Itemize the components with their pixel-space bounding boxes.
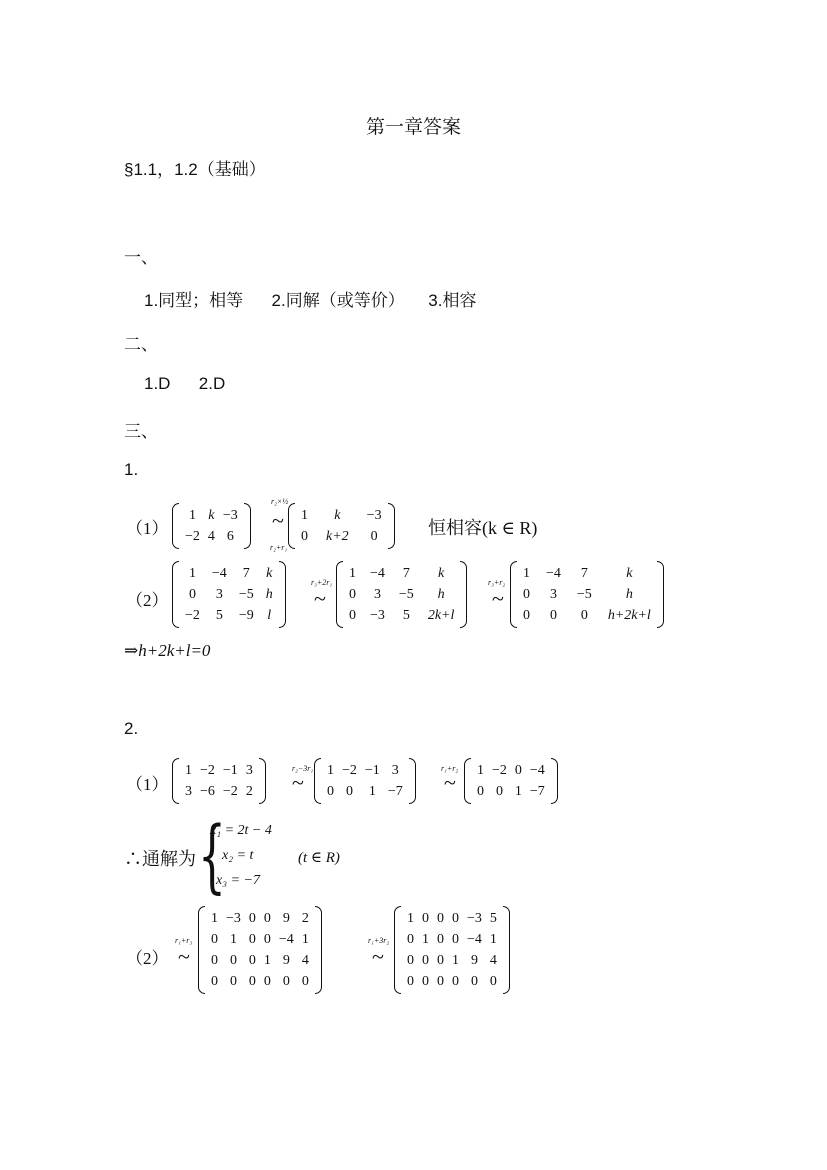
- matrix-cells: [401, 906, 503, 994]
- matrix-entry: k: [437, 566, 445, 581]
- q2-sub2-op2: r₁+3r₂: [368, 936, 390, 945]
- row-equivalence-symbol: ~: [492, 586, 504, 611]
- matrix-entry: −5: [576, 587, 592, 602]
- part1-heading: 一、: [124, 248, 158, 267]
- matrix-entry: 3: [391, 763, 399, 778]
- matrix-entry: 2: [245, 784, 253, 799]
- matrix-entry: h: [437, 587, 445, 602]
- matrix-entry: 0: [301, 974, 309, 989]
- matrix-entry: 1: [452, 953, 459, 968]
- matrix-entry: 0: [345, 784, 353, 799]
- matrix-entry: 0: [477, 784, 484, 799]
- q2-sub2-matrix-b: [394, 906, 510, 994]
- matrix-entry: 6: [226, 529, 234, 544]
- matrix-entry: 0: [263, 911, 271, 926]
- matrix-entry: 1: [188, 566, 196, 581]
- matrix-entry: 1: [368, 784, 376, 799]
- matrix-entry: −5: [398, 587, 414, 602]
- matrix-entry: 0: [211, 974, 218, 989]
- matrix-entry: 0: [549, 608, 557, 623]
- part2-heading: 二、: [124, 335, 158, 354]
- q1-sub2-label: （2）: [126, 591, 169, 610]
- q1-sub2-matrix-a: [172, 561, 286, 628]
- part1-answers: 1.同型；相等 2.同解（或等价） 3.相容: [144, 291, 477, 310]
- matrix-entry: −2: [185, 529, 200, 544]
- matrix-entry: 1: [514, 784, 522, 799]
- q2-param: (t ∈ R): [298, 850, 340, 866]
- matrix-entry: 1: [327, 763, 334, 778]
- matrix-entry: 0: [437, 974, 444, 989]
- matrix-entry: 0: [349, 587, 356, 602]
- q2-sub1-matrix-c: [464, 758, 558, 804]
- q1-sub1-op-bottom: r₂+r₁: [270, 543, 288, 552]
- matrix-entry: 0: [437, 911, 444, 926]
- matrix-entry: 1: [477, 763, 484, 778]
- matrix-entry: 0: [248, 974, 256, 989]
- matrix-entry: 0: [422, 974, 429, 989]
- page-title: 第一章答案: [365, 117, 461, 138]
- matrix-entry: 0: [523, 608, 530, 623]
- matrix-entry: k: [334, 508, 341, 523]
- matrix-entry: −3: [366, 508, 382, 523]
- matrix-entry: 0: [470, 974, 478, 989]
- matrix-entry: −4: [370, 566, 385, 581]
- matrix-entry: 0: [263, 974, 271, 989]
- matrix-entry: 0: [229, 953, 237, 968]
- matrix-entry: 1: [523, 566, 530, 581]
- q2-sub1-matrix-b: [314, 758, 416, 804]
- q1-sub2-op1: r₃+2r₁: [311, 578, 333, 587]
- matrix-entry: −4: [211, 566, 227, 581]
- q2-number: 2.: [124, 719, 139, 738]
- matrix-entry: 0: [211, 953, 218, 968]
- matrix-cells: [517, 561, 657, 628]
- q1-sub2-matrix-b: [336, 561, 467, 628]
- matrix-entry: 0: [211, 932, 218, 947]
- matrix-cells: [471, 758, 551, 804]
- matrix-entry: 3: [245, 763, 253, 778]
- matrix-entry: −2: [185, 608, 200, 623]
- matrix-cells: [179, 561, 279, 628]
- q1-sub2-result: ⇒h+2k+l=0: [124, 641, 211, 660]
- matrix-entry: 0: [437, 932, 444, 947]
- matrix-entry: 9: [470, 953, 478, 968]
- matrix-cells: [321, 758, 409, 804]
- matrix-entry: 0: [437, 953, 444, 968]
- matrix-entry: 0: [452, 911, 459, 926]
- matrix-entry: l: [267, 608, 272, 623]
- matrix-entry: 5: [215, 608, 223, 623]
- matrix-entry: 4: [489, 953, 497, 968]
- matrix-entry: 0: [489, 974, 497, 989]
- matrix-entry: 0: [452, 932, 459, 947]
- matrix-entry: 0: [349, 608, 356, 623]
- matrix-entry: 1: [229, 932, 237, 947]
- matrix-entry: 4: [207, 529, 215, 544]
- matrix-entry: 0: [263, 932, 271, 947]
- q2-sub2-label: （2）: [126, 949, 169, 968]
- q2-eq2: x₂ = t: [222, 848, 254, 863]
- matrix-entry: 0: [188, 587, 196, 602]
- matrix-entry: 5: [489, 911, 497, 926]
- q2-sub1-matrix-a: [172, 758, 266, 804]
- matrix-cells: [179, 758, 259, 804]
- matrix-entry: 0: [422, 911, 429, 926]
- matrix-entry: −2: [492, 763, 507, 778]
- matrix-entry: 1: [349, 566, 356, 581]
- matrix-entry: 1: [407, 911, 414, 926]
- matrix-entry: 0: [282, 974, 290, 989]
- matrix-entry: −5: [238, 587, 254, 602]
- row-equivalence-symbol: ~: [178, 944, 190, 969]
- row-equivalence-symbol: ~: [314, 586, 326, 611]
- q2-solution-prefix: ∴通解为: [124, 849, 196, 869]
- left-brace-icon: {: [198, 809, 226, 902]
- q2-sub1-label: （1）: [126, 775, 169, 794]
- matrix-entry: 0: [248, 953, 256, 968]
- matrix-entry: −2: [200, 763, 215, 778]
- matrix-cells: [295, 503, 388, 549]
- matrix-entry: −4: [278, 932, 294, 947]
- matrix-entry: 0: [407, 953, 414, 968]
- matrix-entry: −2: [342, 763, 357, 778]
- q1-sub1-matrix-b: [288, 503, 395, 549]
- matrix-entry: 2k+l: [427, 608, 455, 623]
- q1-sub1-conclusion: 恒相容(k ∈ R): [428, 518, 538, 538]
- matrix-entry: −6: [200, 784, 215, 799]
- matrix-entry: 3: [185, 784, 192, 799]
- matrix-entry: 7: [402, 566, 410, 581]
- matrix-entry: 1: [422, 932, 429, 947]
- matrix-entry: −1: [222, 763, 238, 778]
- q2-sub2-matrix-a: [198, 906, 322, 994]
- matrix-entry: 1: [301, 508, 308, 523]
- matrix-entry: 0: [301, 529, 308, 544]
- part3-heading: 三、: [124, 422, 158, 441]
- matrix-entry: −9: [238, 608, 254, 623]
- matrix-entry: 0: [229, 974, 237, 989]
- section-heading: §1.1，1.2（基础）: [124, 160, 266, 179]
- matrix-entry: 0: [327, 784, 334, 799]
- q1-sub2-op2: r₃+r₂: [488, 578, 506, 587]
- matrix-entry: k: [266, 566, 273, 581]
- matrix-entry: 0: [495, 784, 503, 799]
- q2-sub1-op2: r₁+r₂: [441, 764, 459, 773]
- matrix-entry: 0: [452, 974, 459, 989]
- matrix-entry: 2: [301, 911, 309, 926]
- matrix-entry: 3: [373, 587, 381, 602]
- matrix-entry: 1: [489, 932, 497, 947]
- matrix-entry: 0: [580, 608, 588, 623]
- matrix-entry: 5: [402, 608, 410, 623]
- matrix-entry: 0: [370, 529, 378, 544]
- matrix-entry: 0: [523, 587, 530, 602]
- matrix-entry: k+2: [326, 529, 349, 544]
- matrix-entry: 9: [282, 911, 290, 926]
- matrix-cells: [205, 906, 315, 994]
- matrix-entry: −1: [364, 763, 380, 778]
- matrix-entry: 7: [242, 566, 250, 581]
- matrix-entry: −3: [467, 911, 482, 926]
- matrix-entry: h: [265, 587, 273, 602]
- matrix-entry: 0: [407, 932, 414, 947]
- q1-sub1-label: （1）: [126, 519, 169, 538]
- q1-number: 1.: [124, 460, 139, 479]
- matrix-entry: 3: [549, 587, 557, 602]
- q1-sub1-op-top: r₂×½: [271, 497, 289, 506]
- row-equivalence-symbol: ~: [272, 508, 284, 533]
- matrix-entry: 0: [248, 911, 256, 926]
- row-equivalence-symbol: ~: [372, 944, 384, 969]
- matrix-entry: h+2k+l: [607, 608, 651, 623]
- matrix-entry: −4: [546, 566, 561, 581]
- matrix-cells: [343, 561, 460, 628]
- matrix-entry: −2: [222, 784, 238, 799]
- matrix-entry: −4: [529, 763, 545, 778]
- matrix-entry: 3: [215, 587, 223, 602]
- part2-answers: 1.D 2.D: [144, 374, 226, 393]
- matrix-entry: h: [625, 587, 633, 602]
- matrix-entry: −7: [387, 784, 403, 799]
- row-equivalence-symbol: ~: [292, 770, 304, 795]
- q2-sub2-op1: r₁+r₃: [175, 936, 193, 945]
- matrix-entry: 4: [301, 953, 309, 968]
- matrix-entry: 0: [407, 974, 414, 989]
- matrix-entry: 7: [580, 566, 588, 581]
- matrix-entry: 0: [514, 763, 522, 778]
- q2-eq1: x₁ = 2t − 4: [210, 823, 272, 838]
- matrix-entry: −4: [467, 932, 482, 947]
- matrix-entry: −3: [370, 608, 385, 623]
- matrix-entry: −3: [222, 508, 238, 523]
- matrix-entry: 0: [422, 953, 429, 968]
- matrix-entry: 9: [282, 953, 290, 968]
- q2-eq3: x₃ = −7: [216, 873, 260, 888]
- q2-sub1-op1: r₂−3r₁: [292, 764, 314, 773]
- matrix-entry: k: [208, 508, 215, 523]
- q1-sub1-matrix-a: [172, 503, 251, 549]
- matrix-entry: 0: [248, 932, 256, 947]
- matrix-entry: k: [626, 566, 633, 581]
- matrix-entry: 1: [185, 763, 192, 778]
- matrix-entry: 1: [301, 932, 309, 947]
- matrix-entry: −7: [529, 784, 545, 799]
- matrix-entry: 1: [263, 953, 271, 968]
- matrix-entry: −3: [226, 911, 241, 926]
- matrix-entry: 1: [188, 508, 196, 523]
- row-equivalence-symbol: ~: [444, 770, 456, 795]
- matrix-entry: 1: [211, 911, 218, 926]
- matrix-cells: [179, 503, 244, 549]
- q1-sub2-matrix-c: [510, 561, 664, 628]
